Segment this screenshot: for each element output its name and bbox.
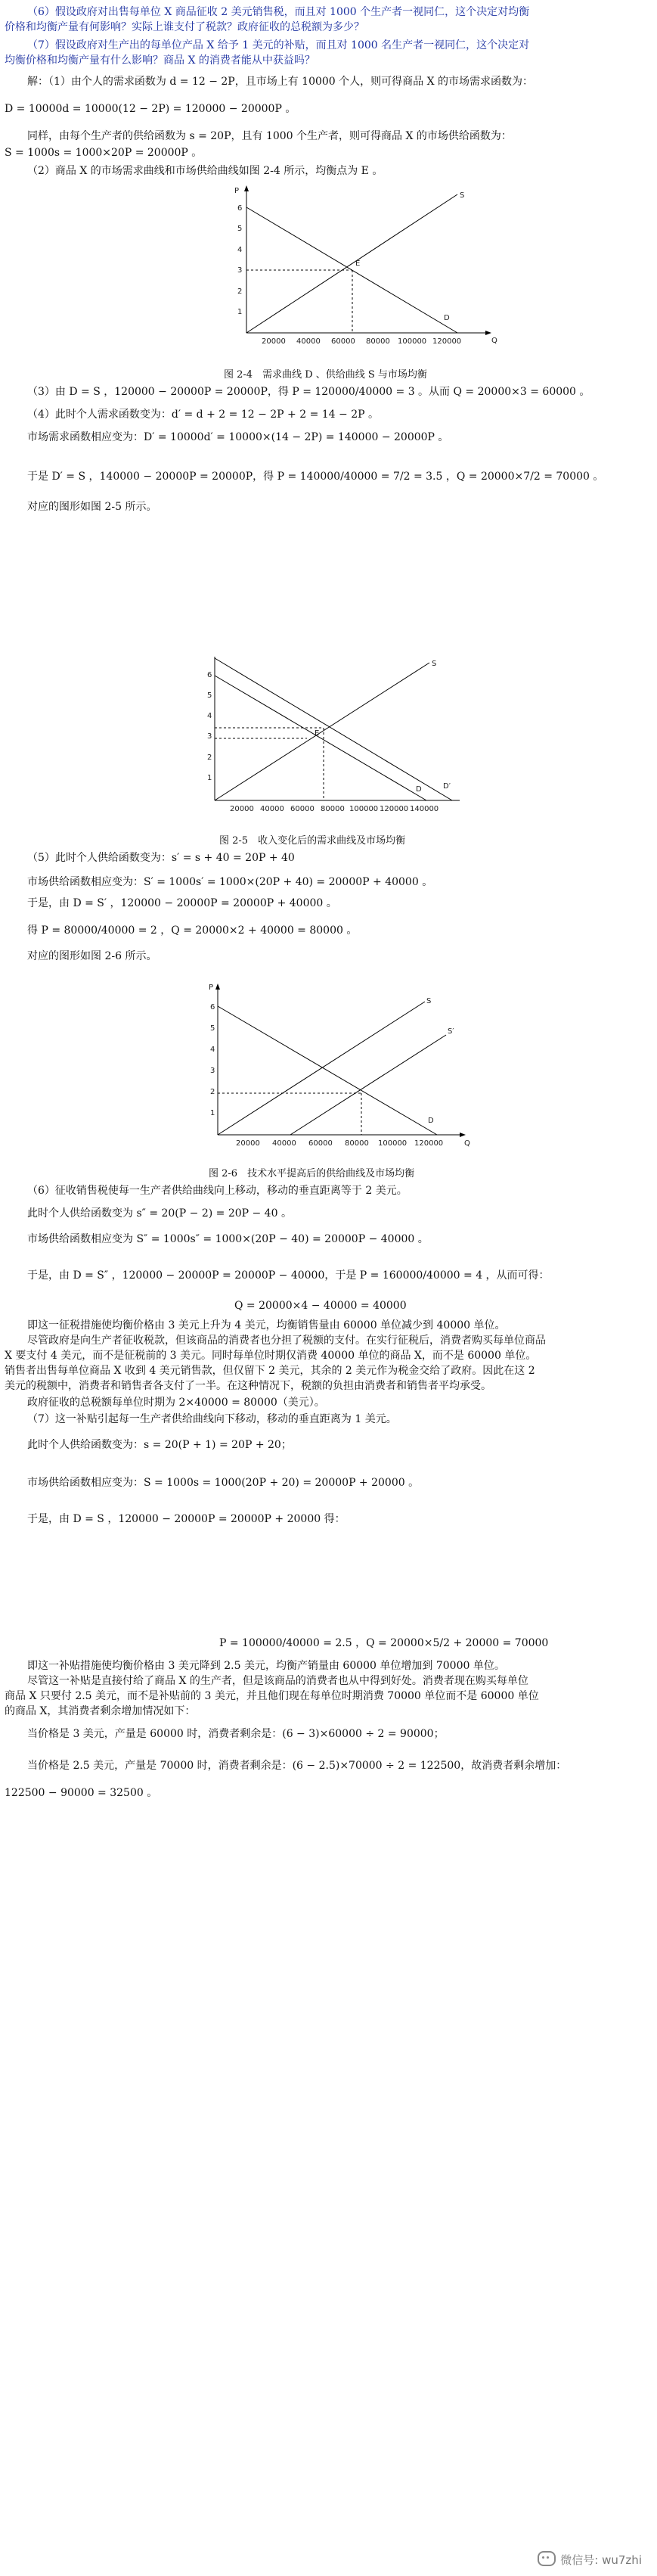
s6-text-h: 销售者出售每单位商品 X 收到 4 美元销售款，但仅留下 2 美元，其余的 2 美元作为税金交给了政府。因此在这 2 [5, 1365, 535, 1377]
s4-text: （4）此时个人需求函数变为：d′ = d + 2 = 12 − 2P + 2 = 14 − 2P 。 [27, 409, 379, 421]
fig3-ytick: 2 [210, 1088, 215, 1096]
fig1-xtick: 20000 [262, 337, 286, 346]
fig2-demand-shifted-line [215, 658, 452, 800]
s7-text-k: 122500 − 90000 = 32500 。 [5, 1787, 158, 1799]
fig3-ytick: 6 [210, 1003, 215, 1011]
s1-text-b: 同样，由每个生产者的供给函数为 s = 20P，且有 1000 个生产者，则可得商品 X 的市场供给函数为： [27, 130, 512, 142]
fig1-d-label: D [444, 314, 450, 322]
fig1-q-label: Q [491, 337, 497, 345]
fig1-ytick: 2 [237, 287, 243, 296]
s6-text-b: 市场供给函数相应变为 S″ = 1000s″ = 1000×(20P − 40) = 20000P − 40000 。 [27, 1233, 429, 1245]
fig2-xtick: 40000 [260, 805, 284, 813]
q7-line1: （7）假设政府对生产出的每单位产品 X 给予 1 美元的补贴，而且对 1000 名生产者一视同仁，这个决定对 [27, 39, 530, 51]
fig2-ytick: 5 [207, 691, 212, 700]
fig1-xtick: 100000 [398, 337, 427, 346]
fig3-d-label: D [428, 1117, 434, 1125]
fig3-xtick: 100000 [378, 1139, 408, 1148]
fig3-xtick: 40000 [272, 1139, 296, 1148]
s5-text: （5）此时个人供给函数变为：s′ = s + 40 = 20P + 40 [27, 852, 295, 864]
s6-text: （6）征收销售税使每一生产者供给曲线向上移动，移动的垂直距离等于 2 美元。 [27, 1185, 408, 1197]
fig1-xtick: 60000 [331, 337, 355, 346]
fig3-xtick: 20000 [236, 1139, 260, 1148]
fig2-e-label: E [315, 729, 320, 738]
fig1-ytick: 6 [237, 204, 243, 213]
figure-2-4 [227, 185, 499, 359]
figure-2-5 [203, 657, 475, 823]
s6-text-g: X 要支付 4 美元，而不是征税前的 3 美元。同时每单位时期仅消费 40000 单位的商品 X，而不是 60000 单位。 [5, 1350, 537, 1362]
fig2-xtick: 60000 [290, 805, 315, 813]
fig3-supply-shifted-line [290, 1035, 446, 1135]
fig2-xtick: 120000 [380, 805, 409, 813]
fig2-xtick: 80000 [321, 805, 345, 813]
fig2-d2-label: D′ [443, 782, 451, 791]
fig3-ytick: 5 [210, 1024, 215, 1033]
fig1-xtick: 120000 [432, 337, 462, 346]
s5-text-b: 市场供给函数相应变为：S′ = 1000s′ = 1000×(20P + 40) = 20000P + 40000 。 [27, 876, 433, 888]
fig3-caption: 图 2-6 技术水平提高后的供给曲线及市场均衡 [209, 1168, 415, 1179]
fig3-s-label: S [426, 997, 432, 1005]
s7-text-e: 即这一补贴措施使均衡价格由 3 美元降到 2.5 美元，均衡产销量由 60000 单位增加到 70000 单位。 [27, 1660, 505, 1672]
s7-text-d: P = 100000/40000 = 2.5 ，Q = 20000×5/2 + 20000 = 70000 [219, 1637, 549, 1649]
s4-text-d: 对应的图形如图 2-5 所示。 [27, 501, 157, 513]
s6-text-f: 尽管政府是向生产者征收税款，但该商品的消费者也分担了税额的支付。在实行征税后，消费者购买每单位商品 [27, 1335, 546, 1347]
fig2-ytick: 6 [207, 671, 212, 679]
s6-text-c: 于是，由 D = S″ ，120000 − 20000P = 20000P − 40000，于是 P = 160000/40000 = 4 ，从而可得： [27, 1269, 550, 1282]
s6-text-i: 美元的税额中，消费者和销售者各支付了一半。在这种情况下，税额的负担由消费者和销售者平均承受。 [5, 1380, 491, 1392]
fig2-supply-line [215, 663, 429, 800]
s7-text-j: 当价格是 2.5 美元，产量是 70000 时，消费者剩余是：(6 − 2.5)×70000 ÷ 2 = 122500，故消费者剩余增加： [27, 1760, 567, 1772]
fig1-caption: 图 2-4 需求曲线 D 、供给曲线 S 与市场均衡 [224, 369, 427, 381]
fig1-x-ticks [262, 337, 461, 346]
fig1-p-label: P [234, 187, 240, 195]
fig3-ytick: 3 [210, 1067, 215, 1075]
s5-text-e: 对应的图形如图 2-6 所示。 [27, 950, 157, 962]
fig2-ytick: 4 [207, 712, 212, 720]
s3-text: （3）由 D = S ，120000 − 20000P = 20000P，得 P = 120000/40000 = 3 。从而 Q = 20000×3 = 60000 。 [27, 386, 590, 398]
fig1-y-ticks [237, 204, 242, 316]
watermark [538, 2551, 642, 2568]
fig3-ytick: 1 [210, 1109, 215, 1117]
fig1-xtick: 40000 [296, 337, 321, 346]
fig3-xtick: 80000 [345, 1139, 369, 1148]
fig1-ytick: 3 [237, 266, 243, 275]
fig2-xtick: 100000 [349, 805, 379, 813]
fig1-xtick: 80000 [366, 337, 390, 346]
fig3-ytick: 4 [210, 1046, 215, 1054]
s7-text-c: 于是，由 D = S ，120000 − 20000P = 20000P + 20000 得： [27, 1513, 346, 1525]
fig3-y-ticks [210, 1003, 215, 1117]
fig2-ytick: 2 [207, 754, 212, 762]
s4-text-b: 市场需求函数相应变为：D′ = 10000d′ = 10000×(14 − 2P) = 140000 − 20000P 。 [27, 431, 449, 443]
figure-2-6 [206, 983, 478, 1159]
s4-text-c: 于是 D′ = S ，140000 − 20000P = 20000P，得 P = 140000/40000 = 7/2 = 3.5 ，Q = 20000×7/2 = 70000 。 [27, 471, 604, 483]
s6-text-a: 此时个人供给函数变为 s″ = 20(P − 2) = 20P − 40 。 [27, 1207, 292, 1220]
watermark-text: 微信号: wu7zhi [560, 2553, 642, 2567]
s7-text-a: 此时个人供给函数变为：s = 20(P + 1) = 20P + 20； [27, 1439, 292, 1451]
wechat-icon [538, 2551, 556, 2566]
fig2-xtick: 20000 [230, 805, 254, 813]
fig3-x-ticks [236, 1139, 443, 1148]
s5-text-d: 得 P = 80000/40000 = 2 ，Q = 20000×2 + 40000 = 80000 。 [27, 924, 358, 937]
fig3-p-label: P [209, 983, 214, 992]
fig2-d-label: D [416, 785, 422, 794]
s6-text-d: Q = 20000×4 − 40000 = 40000 [234, 1300, 407, 1312]
s5-text-c: 于是，由 D = S′ ，120000 − 20000P = 20000P + 40000 。 [27, 897, 337, 909]
s7-text-g: 商品 X 只要付 2.5 美元，而不是补贴前的 3 美元，并且他们现在每单位时期消费 70000 单位而不是 60000 单位 [5, 1690, 539, 1702]
s7-text-h: 的商品 X，其消费者剩余增加情况如下： [5, 1705, 196, 1717]
s7-text: （7）这一补贴引起每一生产者供给曲线向下移动，移动的垂直距离为 1 美元。 [27, 1413, 397, 1425]
s7-text-i: 当价格是 3 美元，产量是 60000 时，消费者剩余是：(6 − 3)×60000 ÷ 2 = 90000； [27, 1728, 445, 1740]
q6-line1: （6）假设政府对出售每单位 X 商品征收 2 美元销售税，而且对 1000 个生产者一视同仁，这个决定对均衡 [27, 6, 530, 18]
fig1-ytick: 5 [237, 225, 243, 233]
s1-text: 解：（1）由个人的需求函数为 d = 12 − 2P，且市场上有 10000 个人，则可得商品 X 的市场需求函数为： [27, 76, 534, 88]
fig3-xtick: 60000 [308, 1139, 333, 1148]
fig3-s2-label: S′ [448, 1027, 454, 1036]
fig2-s-label: S [432, 660, 437, 668]
fig3-xtick: 120000 [414, 1139, 444, 1148]
s1-equation-b: S = 1000s = 1000×20P = 20000P 。 [5, 147, 203, 159]
fig1-ytick: 4 [237, 246, 243, 254]
fig1-e-label: E [355, 259, 361, 268]
fig3-q-label: Q [464, 1139, 470, 1148]
s7-text-b: 市场供给函数相应变为：S = 1000s = 1000(20P + 20) = 20000P + 20000 。 [27, 1477, 420, 1489]
fig1-s-label: S [460, 191, 465, 200]
fig2-xtick: 140000 [410, 805, 439, 813]
fig3-demand-line [218, 1006, 437, 1135]
s6-text-e: 即这一征税措施使均衡价格由 3 美元上升为 4 美元，均衡销售量由 60000 单位减少到 40000 单位。 [27, 1319, 506, 1332]
s7-text-f: 尽管这一补贴是直接付给了商品 X 的生产者，但是该商品的消费者也从中得到好处。消费者现在购买每单位 [27, 1675, 528, 1687]
fig1-ytick: 1 [237, 308, 243, 316]
s2-text: （2）商品 X 的市场需求曲线和市场供给曲线如图 2-4 所示，均衡点为 E 。 [27, 165, 383, 177]
q7-line2: 均衡价格和均衡产量有什么影响？商品 X 的消费者能从中获益吗？ [5, 54, 315, 67]
fig2-caption: 图 2-5 收入变化后的需求曲线及市场均衡 [219, 835, 406, 847]
fig2-y-ticks [207, 671, 212, 782]
s1-equation: D = 10000d = 10000(12 − 2P) = 120000 − 20000P 。 [5, 103, 296, 115]
fig2-x-ticks [230, 805, 439, 813]
q6-line2: 价格和均衡产量有何影响？实际上谁支付了税款？政府征收的总税额为多少？ [5, 21, 364, 33]
fig2-ytick: 1 [207, 774, 212, 782]
s6-text-j: 政府征收的总税额每单位时期为 2×40000 = 80000（美元）。 [27, 1397, 325, 1409]
fig2-ytick: 3 [207, 732, 212, 741]
